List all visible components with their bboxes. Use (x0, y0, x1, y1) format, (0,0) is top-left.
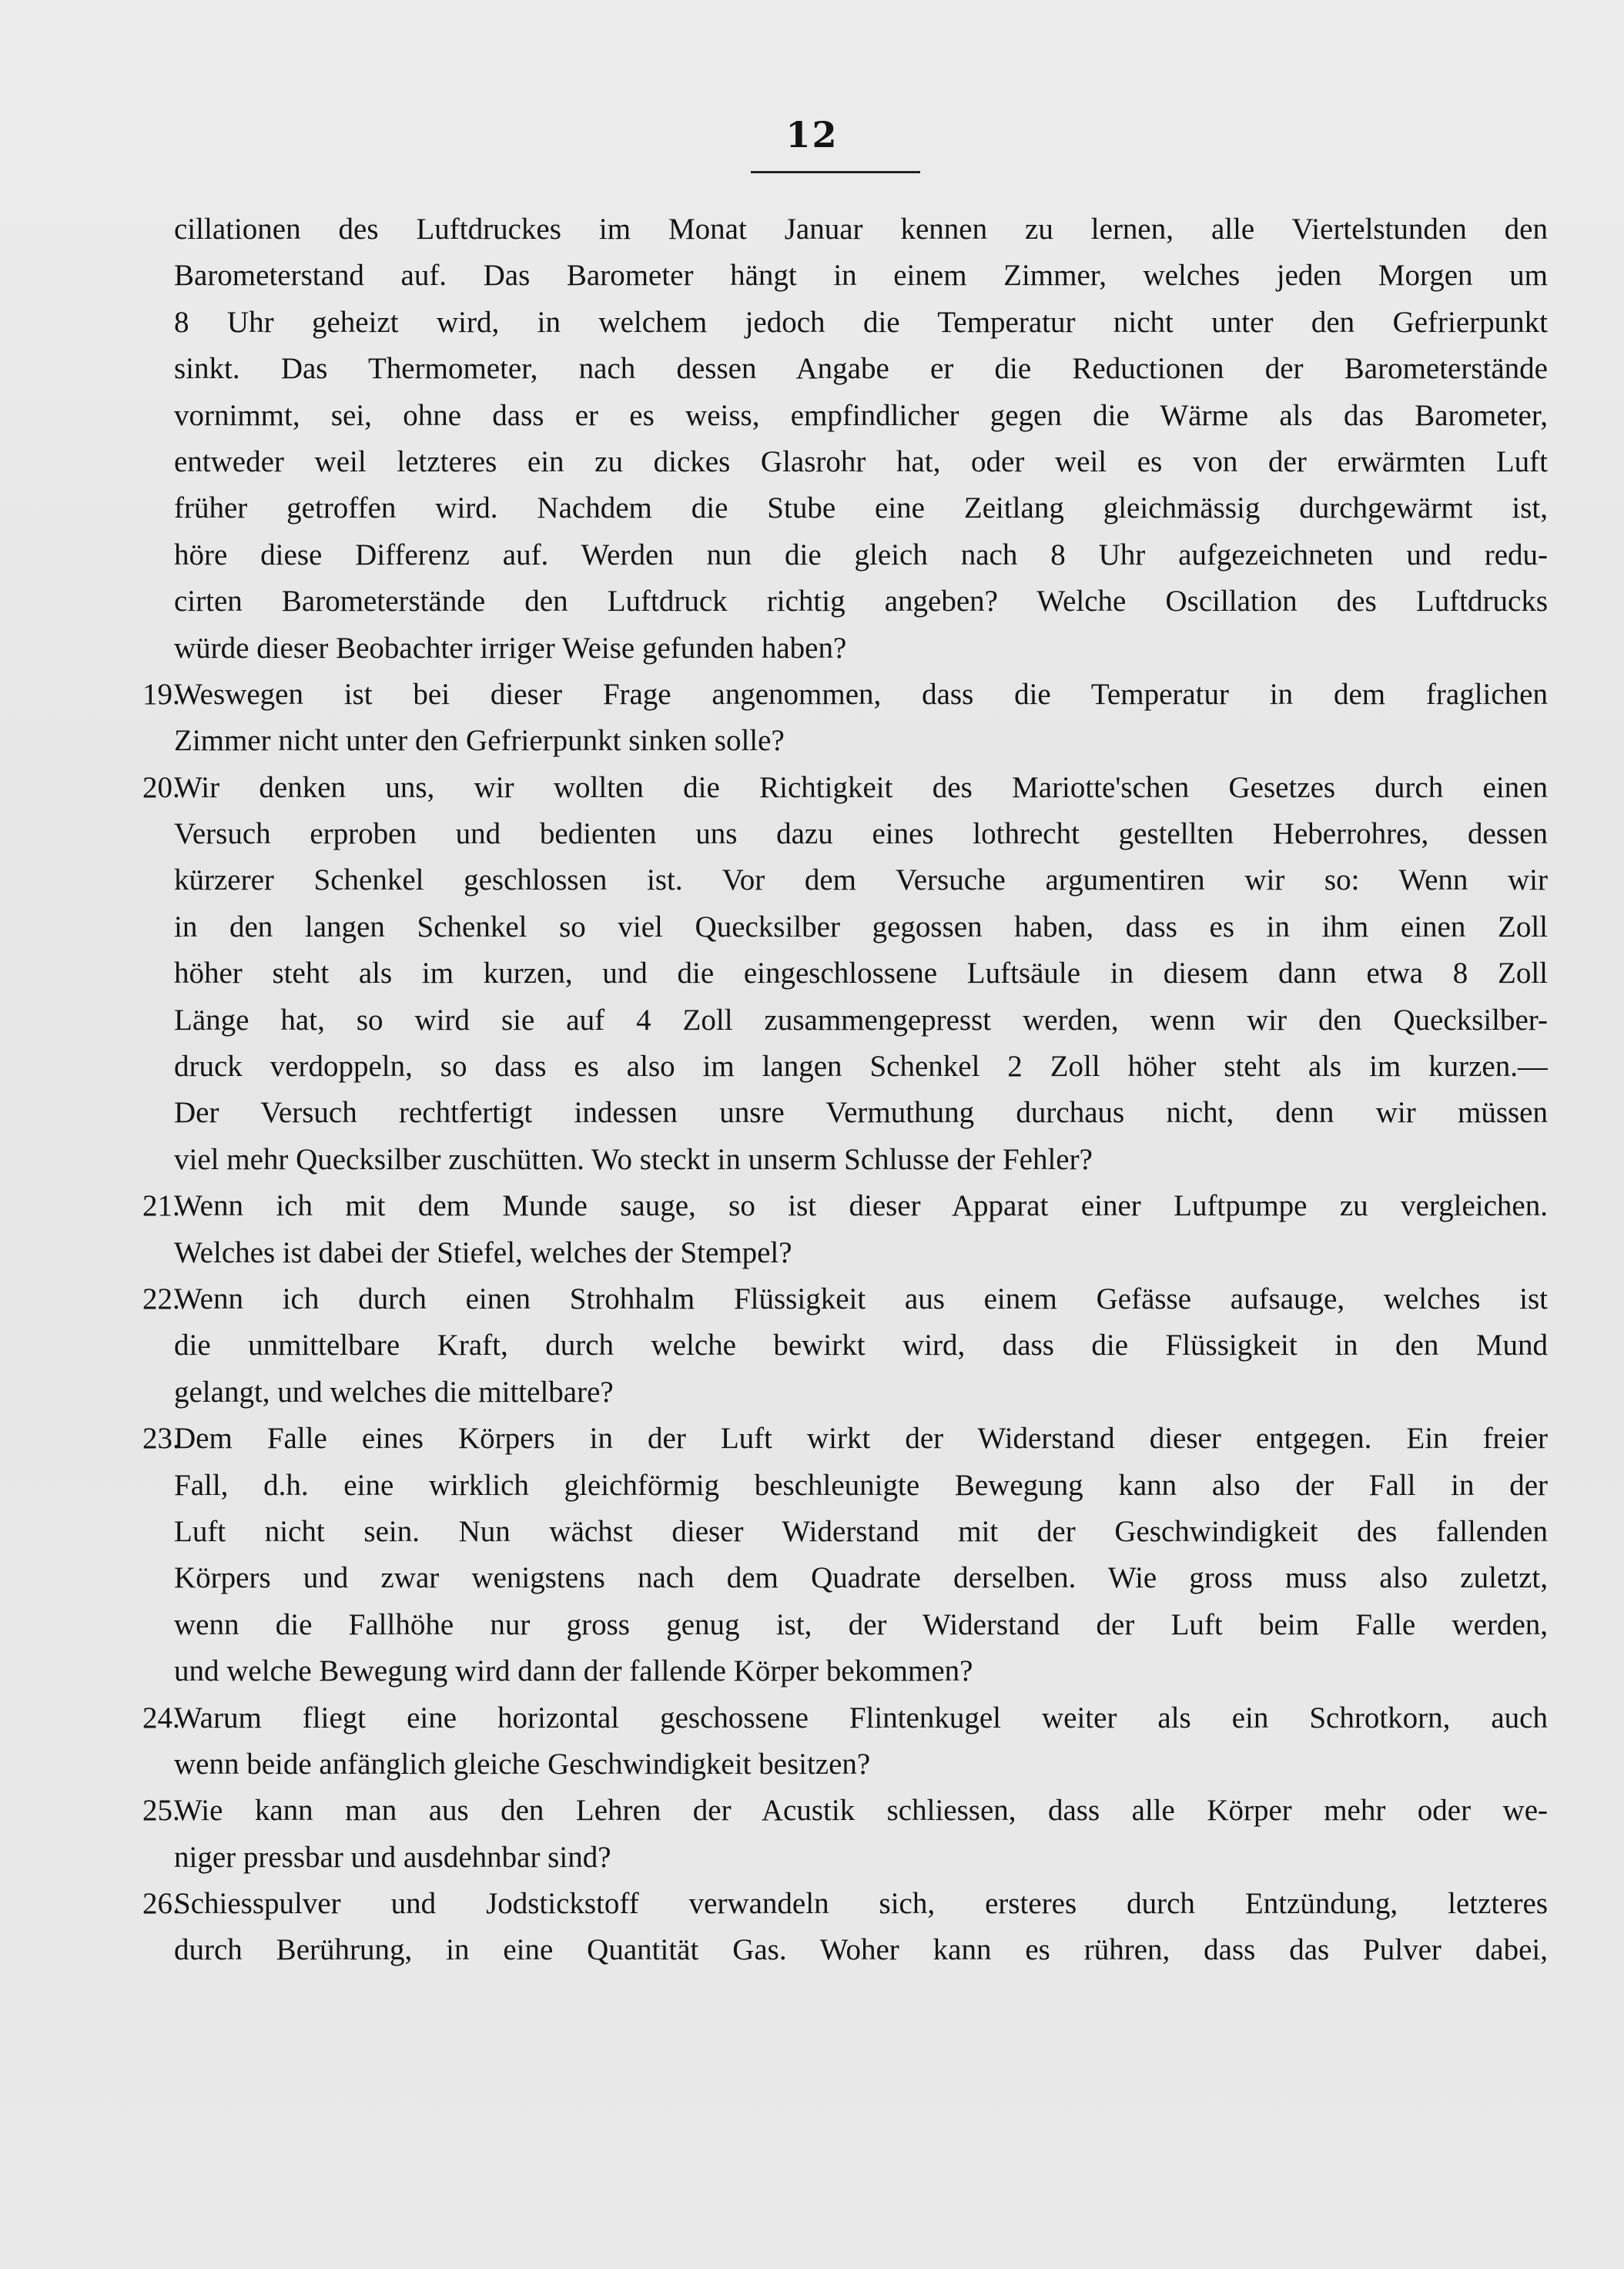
text-line (142, 346, 1548, 392)
question-number: 26. (142, 1887, 180, 1921)
page-number: 12 (785, 114, 839, 156)
text-line (142, 765, 1548, 811)
line-text: Welches ist dabei der Stiefel, welches der Stempel? (174, 1235, 792, 1269)
text-line (142, 811, 1548, 857)
question-number: 21. (142, 1189, 180, 1223)
line-text: Fall, d.h. eine wirklich gleichförmig beschleunigte Bewegung kann also der Fall in der (174, 1468, 1548, 1502)
line-text: höre diese Differenz auf. Werden nun die gleich nach 8 Uhr aufgezeichneten und redu- (174, 538, 1548, 571)
text-line (142, 1835, 1548, 1881)
text-line (142, 1416, 1548, 1462)
text-line (142, 718, 1548, 764)
line-text: Warum fliegt eine horizontal geschossene Flintenkugel weiter als ein Schrotkorn, auch (174, 1701, 1548, 1734)
text-line (142, 672, 1548, 718)
text-line (142, 485, 1548, 531)
text-line (142, 997, 1548, 1044)
text-line (142, 1183, 1548, 1229)
line-text: cillationen des Luftdruckes im Monat Januar kennen zu lernen, alle Viertelstunden den (174, 213, 1548, 246)
line-text: Der Versuch rechtfertigt indessen unsre Vermuthung durchaus nicht, denn wir müssen (174, 1096, 1548, 1130)
text-line (142, 1090, 1548, 1136)
line-text: in den langen Schenkel so viel Quecksilber gegossen haben, dass es in ihm einen Zoll (174, 910, 1548, 943)
body-text (142, 206, 1548, 1974)
text-line (142, 439, 1548, 485)
line-text: Barometerstand auf. Das Barometer hängt in einem Zimmer, welches jeden Morgen um (174, 259, 1548, 293)
line-text: Dem Falle eines Körpers in der Luft wirkt der Widerstand dieser entgegen. Ein freier (174, 1422, 1548, 1456)
text-line (142, 1322, 1548, 1369)
line-text: Zimmer nicht unter den Gefrierpunkt sinken solle? (174, 724, 785, 758)
text-line (142, 1695, 1548, 1741)
line-text: wenn die Fallhöhe nur gross genug ist, der Widerstand der Luft beim Falle werden, (174, 1607, 1548, 1641)
text-line (142, 1276, 1548, 1322)
question-number: 25. (142, 1794, 180, 1828)
line-text: wenn beide anfänglich gleiche Geschwindigkeit besitzen? (174, 1747, 871, 1781)
line-text: sinkt. Das Thermometer, nach dessen Angabe er die Reductionen der Barometerstände (174, 352, 1548, 386)
line-text: früher getroffen wird. Nachdem die Stube eine Zeitlang gleichmässig durchgewärmt ist, (174, 491, 1548, 525)
line-text: Wenn ich durch einen Strohhalm Flüssigkeit aus einem Gefässe aufsauge, welches ist (174, 1282, 1548, 1315)
question-number: 24. (142, 1701, 180, 1734)
text-line (142, 1741, 1548, 1788)
line-text: durch Berührung, in eine Quantität Gas. Woher kann es rühren, dass das Pulver dabei, (174, 1933, 1548, 1967)
text-line (142, 1509, 1548, 1555)
line-text: druck verdoppeln, so dass es also im langen Schenkel 2 Zoll höher steht als im kurzen.— (174, 1050, 1548, 1084)
line-text: und welche Bewegung wird dann der fallende Körper bekommen? (174, 1654, 973, 1688)
line-text: entweder weil letzteres ein zu dickes Glasrohr hat, oder weil es von der erwärmten Luft (174, 444, 1548, 478)
line-text: vornimmt, sei, ohne dass er es weiss, empfindlicher gegen die Wärme als das Barometer, (174, 398, 1548, 432)
question-number: 19. (142, 677, 180, 711)
text-line (142, 393, 1548, 439)
line-text: Wie kann man aus den Lehren der Acustik schliessen, dass alle Körper mehr oder we- (174, 1794, 1548, 1828)
text-line (142, 253, 1548, 299)
text-line (142, 1927, 1548, 1973)
line-text: Länge hat, so wird sie auf 4 Zoll zusammengepresst werden, wenn wir den Quecksilber- (174, 1003, 1548, 1037)
header-rule (751, 171, 920, 173)
question-number: 22. (142, 1282, 180, 1315)
line-text: kürzerer Schenkel geschlossen ist. Vor dem Versuche argumentiren wir so: Wenn wir (174, 863, 1548, 897)
line-text: viel mehr Quecksilber zuschütten. Wo steckt in unserm Schlusse der Fehler? (174, 1142, 1093, 1176)
line-text: cirten Barometerstände den Luftdruck richtig angeben? Welche Oscillation des Luftdrucks (174, 585, 1548, 618)
text-line (142, 1788, 1548, 1834)
text-line (142, 206, 1548, 253)
text-line (142, 904, 1548, 950)
text-line (142, 1369, 1548, 1416)
question-number: 23. (142, 1422, 180, 1456)
line-text: Luft nicht sein. Nun wächst dieser Widerstand mit der Geschwindigkeit des fallenden (174, 1514, 1548, 1548)
text-line (142, 1555, 1548, 1601)
text-line (142, 578, 1548, 625)
line-text: die unmittelbare Kraft, durch welche bewirkt wird, dass die Flüssigkeit in den Mund (174, 1329, 1548, 1362)
line-text: 8 Uhr geheizt wird, in welchem jedoch die Temperatur nicht unter den Gefrierpunkt (174, 305, 1548, 339)
text-line (142, 950, 1548, 997)
text-line (142, 300, 1548, 346)
text-line (142, 1881, 1548, 1927)
line-text: Weswegen ist bei dieser Frage angenommen, dass die Temperatur in dem fraglichen (174, 677, 1548, 711)
text-line (142, 532, 1548, 578)
line-text: Körpers und zwar wenigstens nach dem Quadrate derselben. Wie gross muss also zuletzt, (174, 1561, 1548, 1595)
text-line (142, 1648, 1548, 1694)
line-text: niger pressbar und ausdehnbar sind? (174, 1840, 611, 1874)
line-text: Versuch erproben und bedienten uns dazu eines lothrecht gestellten Heberrohres, dessen (174, 817, 1548, 851)
question-number: 20. (142, 770, 180, 804)
line-text: Wir denken uns, wir wollten die Richtigkeit des Mariotte'schen Gesetzes durch einen (174, 770, 1548, 804)
line-text: Wenn ich mit dem Munde sauge, so ist dieser Apparat einer Luftpumpe zu vergleichen. (174, 1189, 1548, 1223)
line-text: gelangt, und welches die mittelbare? (174, 1375, 614, 1409)
text-line (142, 1602, 1548, 1648)
line-text: höher steht als im kurzen, und die eingeschlossene Luftsäule in diesem dann etwa 8 Zoll (174, 957, 1548, 990)
line-text: Schiesspulver und Jodstickstoff verwandeln sich, ersteres durch Entzündung, letzteres (174, 1887, 1548, 1921)
line-text: würde dieser Beobachter irriger Weise gefunden haben? (174, 631, 847, 665)
text-line (142, 857, 1548, 903)
text-line (142, 1230, 1548, 1276)
text-line (142, 1044, 1548, 1090)
text-line (142, 1137, 1548, 1183)
text-line (142, 625, 1548, 672)
text-line (142, 1463, 1548, 1509)
